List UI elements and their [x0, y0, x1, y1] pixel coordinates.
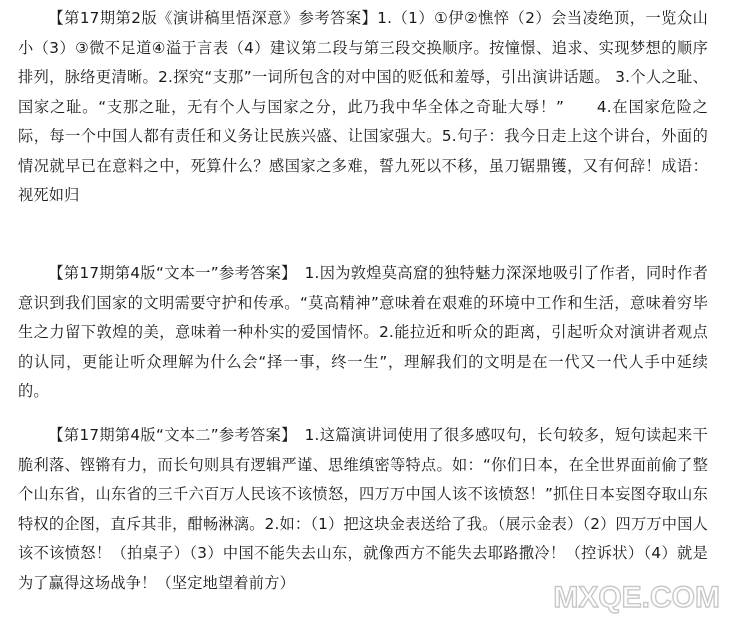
- answer-paragraph-text-two: 【第17期第4版“文本二”参考答案】 1.这篇演讲词使用了很多感叹句，长句较多，短句读起来干脆利落、铿锵有力，而长句则具有逻辑严谨、思维缜密等特点。如：“你们日本，在全世界面前偷了整个山东省，山东省的三千六百万人民该不该愤怒，四万万中国人该不该愤怒！”抓住日本妄图夺取山东特权的企图，直斥其非，酣畅淋漓。2.如：（1）把这块金表送给了我。（展示金表）（2）四万万中国人该不该愤怒！（拍桌子）（3）中国不能失去山东，就像西方不能失去耶路撒冷！（控诉状）（4）就是为了赢得这场战争！（坚定地望着前方）: [18, 426, 708, 592]
- watermark-text: MXQE.COM: [553, 581, 720, 614]
- answer-paragraph-text-one: 【第17期第4版“文本一”参考答案】 1.因为敦煌莫高窟的独特魅力深深地吸引了作者，同时作者意识到我们国家的文明需要守护和传承。“莫高精神”意味着在艰难的环境中工作和生活，意味着穷毕生之力留下敦煌的美，意味着一种朴实的爱国情怀。2.能拉近和听众的距离，引起听众对演讲者观点的认同，更能让听众理解为什么会“择一事，终一生”，理解我们的文明是在一代又一代人手中延续的。: [18, 264, 708, 400]
- answer-paragraph-issue17-page2: 【第17期第2版《演讲稿里悟深意》参考答案】1.（1）①伊②憔悴（2）会当凌绝顶，一览众山小（3）③微不足道④溢于言表（4）建议第二段与第三段交换顺序。按憧憬、追求、实现梦想的顺序排列，脉络更清晰。2.探究“支那”一词所包含的对中国的贬低和羞辱，引出演讲话题。 3.个人之耻、国家之耻。“支那之耻，无有个人与国家之分，此乃我中华全体之奇耻大辱！” 4.在国家危险之际，每一个中国人都有责任和义务让民族兴盛、让国家强大。5.句子：我今日走上这个讲台，外面的情况就早已在意料之中，死算什么？感国家之多难，誓九死以不移，虽刀锯鼎镬，又有何辞！成语：视死如归: [18, 9, 708, 204]
